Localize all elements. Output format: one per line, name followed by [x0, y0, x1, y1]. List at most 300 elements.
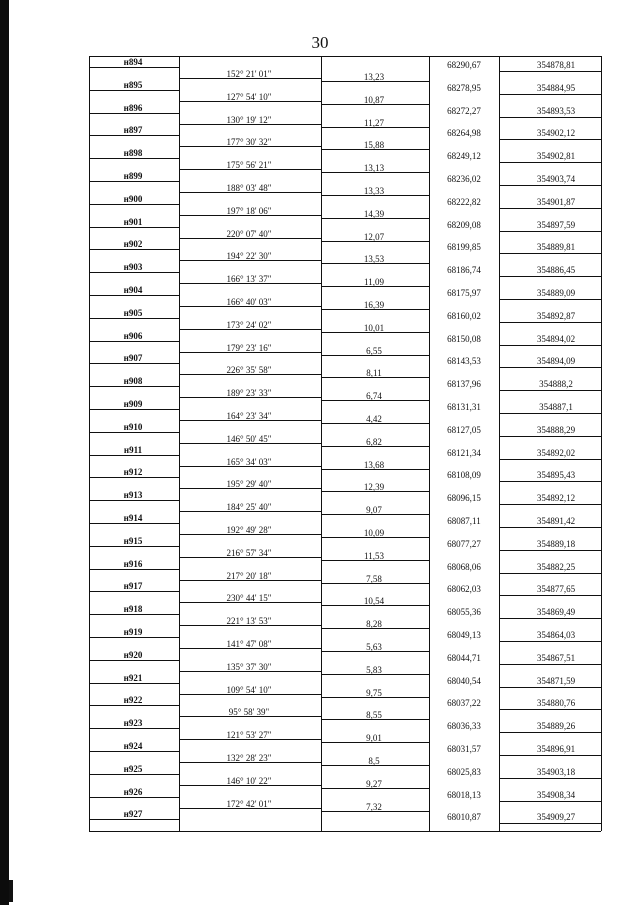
coordinate-x: 68186,74	[447, 265, 481, 276]
coordinate-underline	[499, 276, 601, 277]
distance-underline	[321, 195, 429, 196]
angle-underline	[179, 625, 321, 626]
coordinate-x: 68055,36	[447, 607, 481, 618]
coordinate-x: 68127,05	[447, 424, 481, 435]
coordinate-x: 68049,13	[447, 630, 481, 640]
segment-length: 9,75	[366, 687, 382, 698]
point-label: н910	[123, 421, 143, 432]
point-underline	[89, 455, 179, 456]
segment-length: 10,54	[363, 596, 385, 607]
distance-underline	[321, 765, 429, 766]
coordinate-underline	[499, 436, 601, 437]
coordinate-underline	[499, 687, 601, 688]
point-label: н898	[123, 148, 143, 159]
coordinate-x: 68025,83	[447, 766, 481, 777]
coordinate-underline	[499, 231, 601, 232]
point-label: н922	[123, 695, 143, 706]
coordinate-x: 68150,08	[447, 333, 481, 344]
coordinate-y: 354891,42	[536, 516, 576, 526]
segment-length: 10,09	[363, 528, 385, 538]
coordinate-x: 68121,34	[447, 447, 481, 458]
coordinate-x: 68062,03	[447, 584, 481, 595]
segment-length: 15,88	[363, 140, 385, 151]
distance-underline	[321, 446, 429, 447]
distance-underline	[321, 788, 429, 789]
coordinate-underline	[499, 573, 601, 574]
angle-underline	[179, 511, 321, 512]
segment-length: 13,53	[363, 254, 385, 265]
point-label: н908	[123, 376, 143, 387]
angle-underline	[179, 602, 321, 603]
distance-underline	[321, 605, 429, 606]
angle-underline	[179, 488, 321, 489]
coordinate-y: 354889,26	[536, 721, 576, 732]
direction-angle: 166° 13' 37"	[226, 274, 272, 285]
page-number: 30	[311, 33, 329, 52]
angle-underline	[179, 534, 321, 535]
segment-length: 9,07	[366, 505, 382, 516]
angle-underline	[179, 283, 321, 284]
point-underline	[89, 477, 179, 478]
direction-angle: 172° 42' 01"	[226, 798, 272, 809]
direction-angle: 192° 49' 28"	[226, 525, 272, 535]
coordinate-underline	[499, 801, 601, 802]
segment-length: 13,33	[363, 186, 385, 196]
coordinate-underline	[499, 71, 601, 72]
angle-underline	[179, 215, 321, 216]
point-label: н906	[123, 330, 143, 341]
point-label: н897	[123, 125, 143, 136]
point-label: н905	[123, 307, 143, 318]
point-underline	[89, 683, 179, 684]
distance-underline	[321, 651, 429, 652]
direction-angle: 177° 30' 32"	[226, 137, 272, 148]
point-underline	[89, 546, 179, 547]
angle-underline	[179, 238, 321, 239]
table-border-bottom	[89, 831, 601, 832]
scan-edge-mark	[9, 880, 13, 902]
direction-angle: 189° 23' 33"	[226, 388, 272, 399]
point-label: н901	[123, 216, 143, 227]
distance-underline	[321, 332, 429, 333]
direction-angle: 226° 35' 58"	[226, 365, 272, 376]
distance-underline	[321, 286, 429, 287]
point-label: н896	[123, 102, 143, 113]
coordinate-underline	[499, 778, 601, 779]
coordinate-y: 354903,18	[536, 766, 576, 777]
coordinate-y: 354888,2	[539, 379, 573, 390]
distance-underline	[321, 400, 429, 401]
angle-underline	[179, 101, 321, 102]
point-label: н903	[123, 262, 143, 273]
distance-underline	[321, 218, 429, 219]
coordinate-underline	[499, 117, 601, 118]
angle-underline	[179, 557, 321, 558]
distance-underline	[321, 697, 429, 698]
point-underline	[89, 569, 179, 570]
segment-length: 8,55	[366, 710, 382, 721]
point-underline	[89, 341, 179, 342]
distance-underline	[321, 104, 429, 105]
angle-underline	[179, 443, 321, 444]
point-label: н927	[123, 809, 143, 820]
distance-underline	[321, 149, 429, 150]
direction-angle: 152° 21' 01"	[226, 69, 272, 79]
segment-length: 13,13	[363, 163, 385, 174]
coordinate-y: 354909,27	[536, 812, 576, 823]
direction-angle: 165° 34' 03"	[226, 456, 272, 467]
segment-length: 8,5	[368, 756, 380, 766]
coordinate-y: 354902,12	[536, 128, 576, 139]
coordinate-underline	[499, 367, 601, 368]
point-label: н915	[123, 535, 143, 546]
point-underline	[89, 318, 179, 319]
coordinate-underline	[499, 550, 601, 551]
segment-length: 7,58	[366, 573, 382, 584]
coordinate-y: 354892,87	[536, 310, 576, 321]
distance-underline	[321, 423, 429, 424]
angle-underline	[179, 169, 321, 170]
point-underline	[89, 637, 179, 638]
coordinate-y: 354889,18	[536, 538, 576, 549]
point-underline	[89, 660, 179, 661]
coordinate-underline	[499, 527, 601, 528]
coordinate-x: 68290,67	[447, 60, 481, 70]
coordinate-y: 354869,49	[536, 607, 576, 618]
coordinate-x: 68068,06	[447, 561, 481, 572]
angle-underline	[179, 146, 321, 147]
coordinate-x: 68131,31	[447, 402, 481, 412]
distance-underline	[321, 81, 429, 82]
point-underline	[89, 67, 179, 68]
coordinate-x: 68199,85	[447, 242, 481, 253]
angle-underline	[179, 397, 321, 398]
segment-length: 9,01	[366, 733, 382, 744]
direction-angle: 230° 44' 15"	[226, 593, 272, 604]
point-underline	[89, 432, 179, 433]
coordinate-y: 354882,25	[536, 561, 576, 572]
direction-angle: 141° 47' 08"	[226, 639, 272, 649]
coordinate-underline	[499, 823, 601, 824]
angle-underline	[179, 124, 321, 125]
coordinate-x: 68209,08	[447, 219, 481, 230]
point-label: н918	[123, 604, 143, 615]
direction-angle: 127° 54' 10"	[226, 91, 272, 102]
distance-underline	[321, 241, 429, 242]
point-underline	[89, 705, 179, 706]
coordinate-x: 68018,13	[447, 789, 481, 800]
direction-angle: 132° 28' 23"	[226, 753, 272, 763]
point-underline	[89, 249, 179, 250]
angle-underline	[179, 260, 321, 261]
direction-angle: 164° 23' 34"	[226, 411, 272, 421]
angle-underline	[179, 466, 321, 467]
coordinate-x: 68222,82	[447, 196, 481, 207]
coordinate-x: 68040,54	[447, 675, 481, 686]
coordinate-y: 354895,43	[536, 470, 576, 481]
angle-underline	[179, 762, 321, 763]
coordinate-y: 354878,81	[536, 60, 576, 70]
coordinate-y: 354896,91	[536, 744, 576, 754]
coordinate-y: 354894,02	[536, 333, 576, 344]
angle-underline	[179, 306, 321, 307]
segment-length: 7,32	[366, 801, 382, 812]
coordinate-x: 68272,27	[447, 105, 481, 116]
coordinate-underline	[499, 390, 601, 391]
coordinate-y: 354864,03	[536, 630, 576, 640]
coordinate-x: 68249,12	[447, 151, 481, 162]
coordinate-underline	[499, 94, 601, 95]
point-label: н917	[123, 581, 143, 592]
distance-underline	[321, 263, 429, 264]
coordinate-y: 354902,81	[536, 151, 576, 162]
coordinate-underline	[499, 322, 601, 323]
coordinate-x: 68278,95	[447, 82, 481, 93]
coordinate-underline	[499, 504, 601, 505]
coordinate-x: 68160,02	[447, 310, 481, 321]
segment-length: 13,23	[363, 72, 385, 82]
angle-underline	[179, 808, 321, 809]
coordinate-y: 354889,81	[536, 242, 576, 253]
direction-angle: 194° 22' 30"	[226, 251, 272, 262]
point-underline	[89, 90, 179, 91]
angle-underline	[179, 192, 321, 193]
coordinate-underline	[499, 459, 601, 460]
coordinate-y: 354889,09	[536, 288, 576, 298]
distance-underline	[321, 537, 429, 538]
distance-underline	[321, 355, 429, 356]
point-underline	[89, 272, 179, 273]
point-label: н925	[123, 763, 143, 774]
coordinate-x: 68236,02	[447, 174, 481, 184]
angle-underline	[179, 374, 321, 375]
point-label: н924	[123, 741, 143, 751]
point-underline	[89, 295, 179, 296]
direction-angle: 95° 58' 39"	[228, 707, 270, 718]
coordinate-x: 68077,27	[447, 538, 481, 549]
distance-underline	[321, 583, 429, 584]
distance-underline	[321, 377, 429, 378]
coordinate-underline	[499, 709, 601, 710]
distance-underline	[321, 514, 429, 515]
distance-underline	[321, 127, 429, 128]
column-divider	[499, 56, 500, 831]
angle-underline	[179, 739, 321, 740]
segment-length: 11,53	[364, 550, 384, 561]
angle-underline	[179, 580, 321, 581]
coordinate-y: 354867,51	[536, 652, 576, 663]
direction-angle: 135° 37' 30"	[226, 661, 272, 672]
direction-angle: 146° 50' 45"	[226, 433, 272, 444]
coordinate-x: 68264,98	[447, 128, 481, 139]
segment-length: 5,63	[366, 642, 382, 652]
distance-underline	[321, 719, 429, 720]
segment-length: 12,07	[363, 231, 385, 242]
distance-underline	[321, 309, 429, 310]
angle-underline	[179, 329, 321, 330]
point-underline	[89, 751, 179, 752]
coordinate-x: 68031,57	[447, 744, 481, 754]
distance-underline	[321, 811, 429, 812]
coordinate-y: 354892,12	[536, 493, 576, 504]
direction-angle: 146° 10' 22"	[226, 775, 272, 786]
point-label: н902	[123, 239, 143, 250]
coordinate-underline	[499, 664, 601, 665]
angle-underline	[179, 671, 321, 672]
point-label: н913	[123, 490, 143, 501]
coordinate-x: 68037,22	[447, 698, 481, 709]
point-underline	[89, 113, 179, 114]
point-label: н920	[123, 649, 143, 660]
angle-underline	[179, 785, 321, 786]
coordinate-y: 354888,29	[536, 424, 576, 435]
coordinate-underline	[499, 345, 601, 346]
point-label: н899	[123, 171, 143, 181]
coordinate-y: 354908,34	[536, 789, 576, 800]
direction-angle: 175° 56' 21"	[226, 160, 272, 171]
coordinate-y: 354880,76	[536, 698, 576, 709]
segment-length: 10,01	[363, 322, 385, 333]
coordinate-underline	[499, 162, 601, 163]
distance-underline	[321, 742, 429, 743]
scan-edge-shadow	[0, 0, 9, 905]
point-label: н926	[123, 786, 143, 797]
segment-length: 6,74	[366, 391, 382, 402]
angle-underline	[179, 420, 321, 421]
point-label: н909	[123, 399, 143, 409]
distance-underline	[321, 560, 429, 561]
point-underline	[89, 728, 179, 729]
direction-angle: 197° 18' 06"	[226, 205, 272, 216]
segment-length: 5,83	[366, 664, 382, 675]
coordinate-x: 68036,33	[447, 721, 481, 732]
point-underline	[89, 181, 179, 182]
segment-length: 4,42	[366, 414, 382, 424]
coordinate-x: 68087,11	[447, 516, 481, 526]
segment-length: 6,55	[366, 345, 382, 356]
point-underline	[89, 819, 179, 820]
point-label: н921	[123, 672, 143, 683]
segment-length: 12,39	[363, 482, 385, 493]
direction-angle: 195° 29' 40"	[226, 479, 272, 490]
point-label: н904	[123, 285, 143, 295]
segment-length: 8,11	[366, 368, 382, 379]
coordinate-underline	[499, 299, 601, 300]
segment-length: 11,27	[364, 117, 384, 128]
point-underline	[89, 409, 179, 410]
coordinate-x: 68108,09	[447, 470, 481, 481]
direction-angle: 184° 25' 40"	[226, 502, 272, 513]
segment-length: 9,27	[366, 778, 382, 789]
distance-underline	[321, 491, 429, 492]
segment-length: 10,87	[363, 94, 385, 105]
coordinate-x: 68010,87	[447, 812, 481, 823]
coordinate-underline	[499, 595, 601, 596]
point-underline	[89, 227, 179, 228]
direction-angle: 188° 03' 48"	[226, 183, 272, 193]
distance-underline	[321, 172, 429, 173]
coordinate-y: 354884,95	[536, 82, 576, 93]
direction-angle: 221° 13' 53"	[226, 616, 272, 627]
direction-angle: 109° 54' 10"	[226, 684, 272, 695]
angle-underline	[179, 352, 321, 353]
distance-underline	[321, 674, 429, 675]
point-label: н914	[123, 513, 143, 523]
angle-underline	[179, 716, 321, 717]
coordinate-underline	[499, 618, 601, 619]
point-label: н923	[123, 718, 143, 729]
direction-angle: 173° 24' 02"	[226, 319, 272, 330]
point-underline	[89, 797, 179, 798]
direction-angle: 179° 23' 16"	[226, 342, 272, 353]
coordinate-y: 354894,09	[536, 356, 576, 367]
direction-angle: 121° 53' 27"	[226, 730, 272, 741]
coordinate-x: 68137,96	[447, 379, 481, 390]
coordinate-y: 354892,02	[536, 447, 576, 458]
direction-angle: 130° 19' 12"	[226, 114, 272, 125]
point-underline	[89, 158, 179, 159]
segment-length: 11,09	[364, 277, 384, 288]
coordinate-y: 354887,1	[539, 402, 573, 412]
coordinate-y: 354903,74	[536, 174, 576, 184]
segment-length: 6,82	[366, 436, 382, 447]
distance-underline	[321, 628, 429, 629]
point-underline	[89, 363, 179, 364]
coordinate-underline	[499, 208, 601, 209]
column-divider	[429, 56, 430, 831]
coordinate-y: 354893,53	[536, 105, 576, 116]
point-label: н911	[123, 444, 143, 455]
angle-underline	[179, 694, 321, 695]
point-underline	[89, 204, 179, 205]
coordinate-x: 68175,97	[447, 288, 481, 298]
coordinate-x: 68096,15	[447, 493, 481, 504]
coordinate-y: 354886,45	[536, 265, 576, 276]
coordinate-underline	[499, 481, 601, 482]
coordinate-y: 354871,59	[536, 675, 576, 686]
coordinate-y: 354897,59	[536, 219, 576, 230]
point-underline	[89, 386, 179, 387]
distance-underline	[321, 469, 429, 470]
coordinate-underline	[499, 253, 601, 254]
point-label: н894	[123, 57, 143, 67]
coordinate-x: 68044,71	[447, 652, 481, 663]
segment-length: 13,68	[363, 459, 385, 470]
coordinates-table	[89, 56, 601, 831]
point-label: н919	[123, 627, 143, 637]
point-underline	[89, 591, 179, 592]
direction-angle: 166° 40' 03"	[226, 297, 272, 307]
point-underline	[89, 135, 179, 136]
point-underline	[89, 774, 179, 775]
coordinate-y: 354901,87	[536, 196, 576, 207]
table-border-right	[601, 56, 602, 831]
point-label: н916	[123, 558, 143, 569]
segment-length: 14,39	[363, 208, 385, 219]
coordinate-x: 68143,53	[447, 356, 481, 367]
point-label: н895	[123, 79, 143, 90]
point-underline	[89, 500, 179, 501]
direction-angle: 217° 20' 18"	[226, 570, 272, 581]
coordinate-underline	[499, 139, 601, 140]
coordinate-underline	[499, 413, 601, 414]
direction-angle: 216° 57' 34"	[226, 547, 272, 558]
direction-angle: 220° 07' 40"	[226, 228, 272, 239]
coordinate-underline	[499, 185, 601, 186]
point-underline	[89, 523, 179, 524]
point-label: н907	[123, 353, 143, 364]
point-label: н912	[123, 467, 143, 478]
